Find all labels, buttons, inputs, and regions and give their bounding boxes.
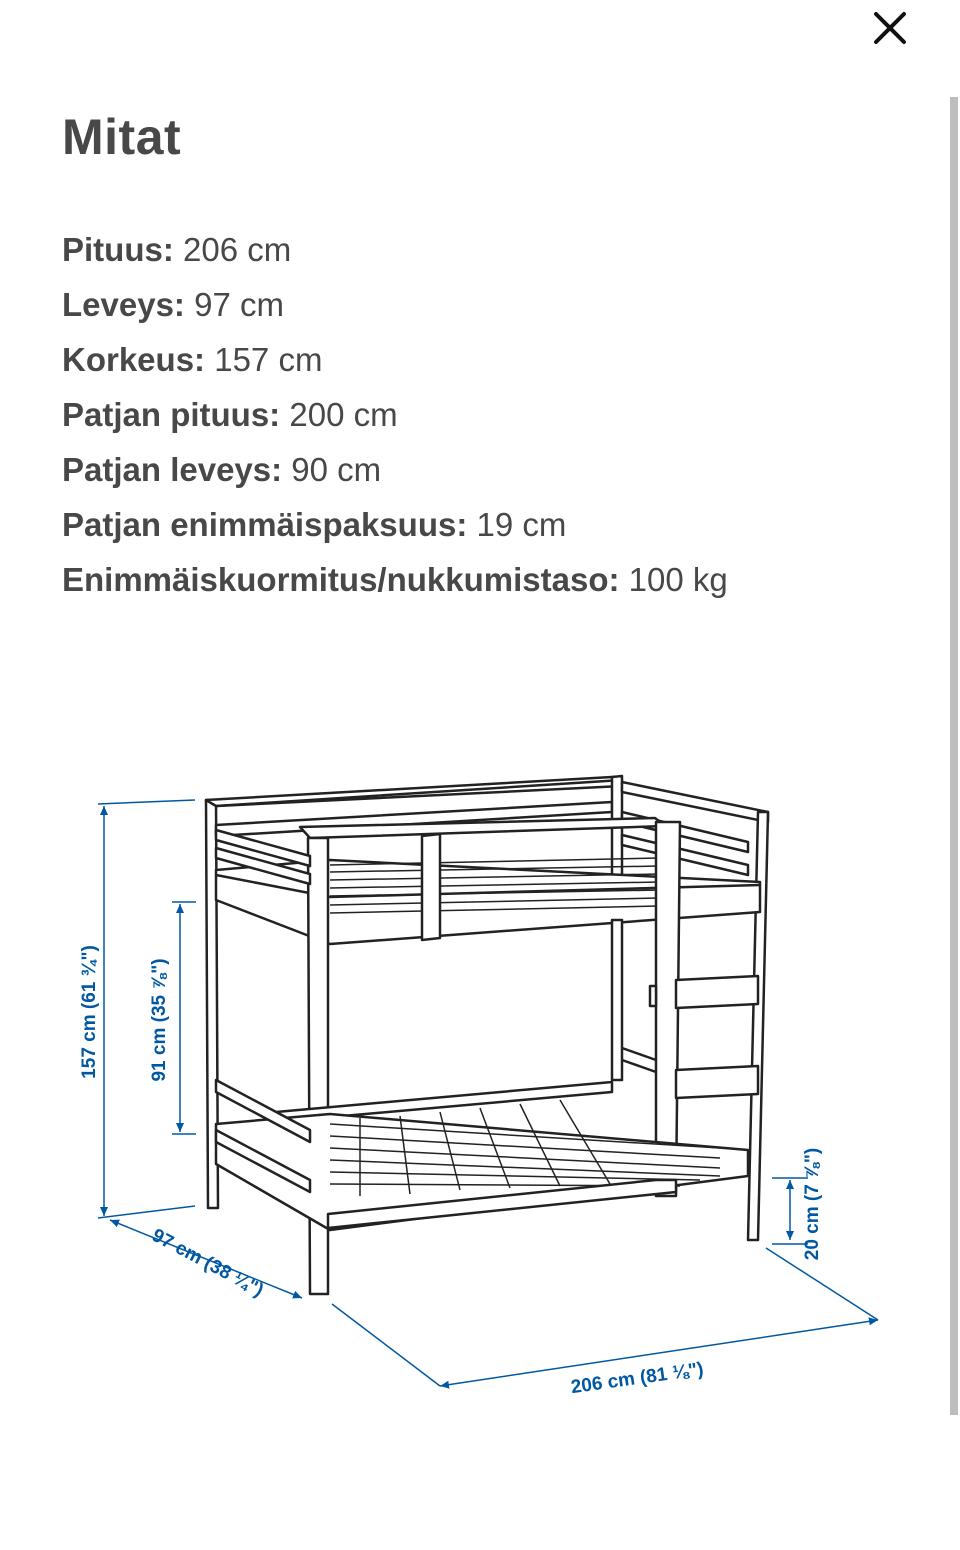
height-total-label: 157 cm (61 ¾")	[79, 945, 100, 1079]
dimension-row	[62, 387, 728, 442]
dimension-label: Patjan pituus:	[62, 396, 281, 433]
height-between-label: 91 cm (35 ⅞")	[149, 958, 170, 1082]
dimension-list	[62, 222, 728, 607]
dimension-row	[62, 442, 728, 497]
dimension-label: Patjan leveys:	[62, 451, 283, 488]
bunk-bed-illustration	[206, 776, 768, 1294]
dimension-label: Korkeus:	[62, 341, 206, 378]
scrollbar[interactable]	[950, 97, 958, 1415]
dimension-row	[62, 332, 728, 387]
dimension-label: Leveys:	[62, 286, 185, 323]
dimension-label: Enimmäiskuormitus/nukkumistaso:	[62, 561, 620, 598]
dimension-row	[62, 277, 728, 332]
dimension-value: 200 cm	[289, 396, 398, 433]
dimension-label: Pituus:	[62, 231, 174, 268]
dimension-value: 97 cm	[194, 286, 284, 323]
dimension-value: 157 cm	[214, 341, 323, 378]
bunk-bed-diagram	[60, 760, 900, 1420]
dimension-row	[62, 497, 728, 552]
page-title: Mitat	[62, 109, 182, 165]
dimension-value: 90 cm	[291, 451, 382, 488]
dimension-value: 19 cm	[476, 506, 567, 543]
length-label: 206 cm (81 ⅛")	[569, 1358, 705, 1399]
clearance-label: 20 cm (7 ⅞")	[802, 1147, 823, 1261]
dimension-label: Patjan enimmäispaksuus:	[62, 506, 468, 543]
dimension-value: 100 kg	[628, 561, 728, 598]
close-icon[interactable]	[872, 10, 908, 46]
dimension-row	[62, 222, 728, 277]
close-button[interactable]	[866, 4, 914, 52]
dimension-row	[62, 552, 728, 607]
dimension-value: 206 cm	[183, 231, 292, 268]
depth-label: 97 cm (38 ¼")	[148, 1224, 267, 1302]
